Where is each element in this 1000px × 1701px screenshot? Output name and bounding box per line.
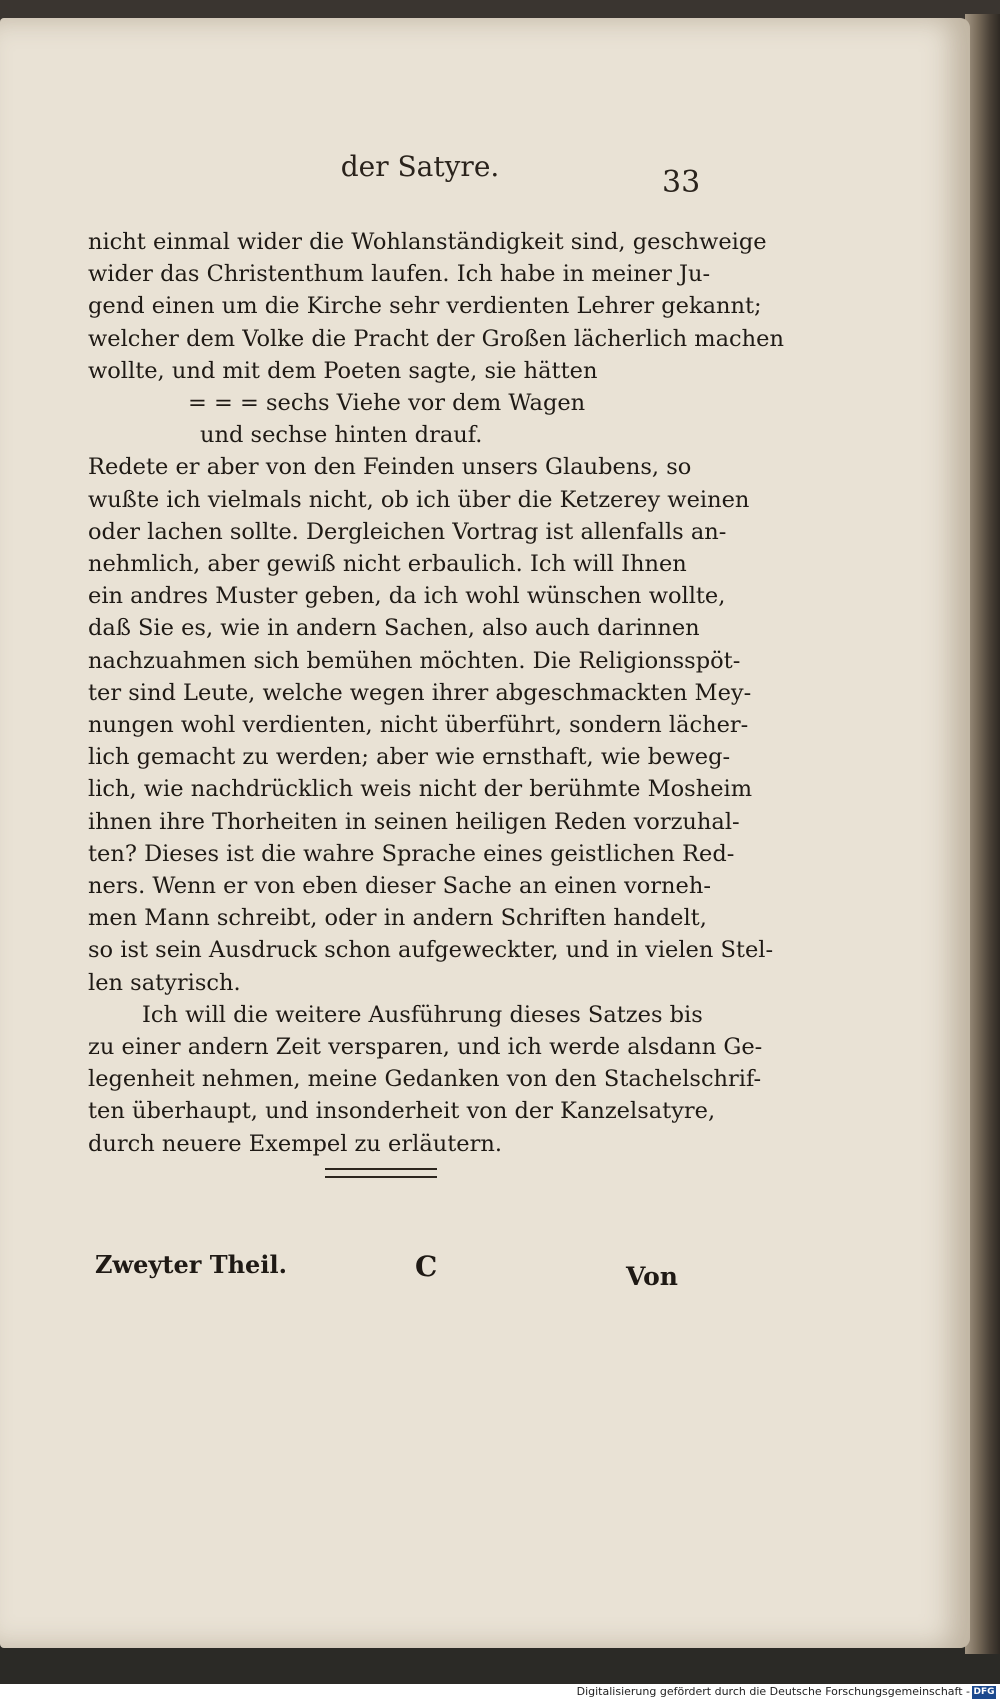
text-line: men Mann schreibt, oder in andern Schriften handelt, — [88, 905, 707, 932]
text-line: so ist sein Ausdruck schon aufgeweckter, und in vielen Stel- — [88, 937, 774, 964]
text-line: lich, wie nachdrücklich weis nicht der berühmte Mosheim — [88, 776, 753, 803]
section-rule — [325, 1168, 437, 1178]
text-line: lich gemacht zu werden; aber wie ernsthaft, wie beweg- — [88, 744, 731, 771]
page-number: 33 — [662, 165, 701, 200]
text-line: nicht einmal wider die Wohlanständigkeit sind, geschweige — [88, 229, 767, 255]
text-line: daß Sie es, wie in andern Sachen, also auch darinnen — [88, 615, 700, 642]
paragraph-1 — [88, 226, 784, 999]
text-line: nungen wohl verdienten, nicht überführt, sondern lächer- — [88, 712, 749, 739]
text-line: ners. Wenn er von eben dieser Sache an einen vorneh- — [88, 873, 711, 900]
body-text — [88, 226, 784, 1160]
text-line: nehmlich, aber gewiß nicht erbaulich. Ich will Ihnen — [88, 551, 687, 578]
text-line: ten? Dieses ist die wahre Sprache eines geistlichen Red- — [88, 840, 735, 867]
running-head: der Satyre. — [340, 150, 500, 183]
text-line: len satyrisch. — [88, 969, 241, 996]
text-line: durch neuere Exempel zu erläutern. — [88, 1130, 502, 1157]
text-line: ihnen ihre Thorheiten in seinen heiligen Reden vorzuhal- — [88, 808, 740, 835]
book-edge — [965, 14, 1000, 1654]
text-line: wußte ich vielmals nicht, ob ich über die Ketzerey weinen — [88, 486, 750, 513]
signature-mark: Zweyter Theil. — [95, 1250, 287, 1279]
text-line: wider das Christenthum laufen. Ich habe in meiner Ju- — [88, 261, 711, 288]
verse-line: und sechse hinten drauf. — [200, 422, 483, 449]
catchword: Von — [626, 1262, 678, 1291]
text-line: welcher dem Volke die Pracht der Großen lächerlich machen — [88, 325, 784, 352]
text-line: nachzuahmen sich bemühen möchten. Die Religionsspöt- — [88, 647, 741, 674]
text-line: gend einen um die Kirche sehr verdienten Lehrer gekannt; — [88, 293, 762, 320]
digitization-credit: Digitalisierung gefördert durch die Deutsche Forschungsgemeinschaft - — [576, 1685, 970, 1698]
dfg-logo: DFG — [973, 1687, 995, 1697]
text-line: oder lachen sollte. Dergleichen Vortrag ist allenfalls an- — [88, 518, 727, 545]
paragraph-2 — [88, 999, 763, 1160]
text-line: Ich will die weitere Ausführung dieses Satzes bis — [142, 1001, 703, 1028]
signature-letter: C — [415, 1250, 438, 1283]
text-line: zu einer andern Zeit versparen, und ich werde alsdann Ge- — [88, 1034, 763, 1061]
text-line: ter sind Leute, welche wegen ihrer abgeschmackten Mey- — [88, 679, 752, 706]
verse-line: = = = sechs Viehe vor dem Wagen — [188, 390, 586, 417]
text-line: Redete er aber von den Feinden unsers Glaubens, so — [88, 454, 692, 481]
text-line: ein andres Muster geben, da ich wohl wünschen wollte, — [88, 583, 726, 610]
text-line: legenheit nehmen, meine Gedanken von den Stachelschrif- — [88, 1066, 762, 1093]
text-line: ten überhaupt, und insonderheit von der Kanzelsatyre, — [88, 1098, 716, 1125]
text-line: wollte, und mit dem Poeten sagte, sie hätten — [88, 357, 598, 384]
